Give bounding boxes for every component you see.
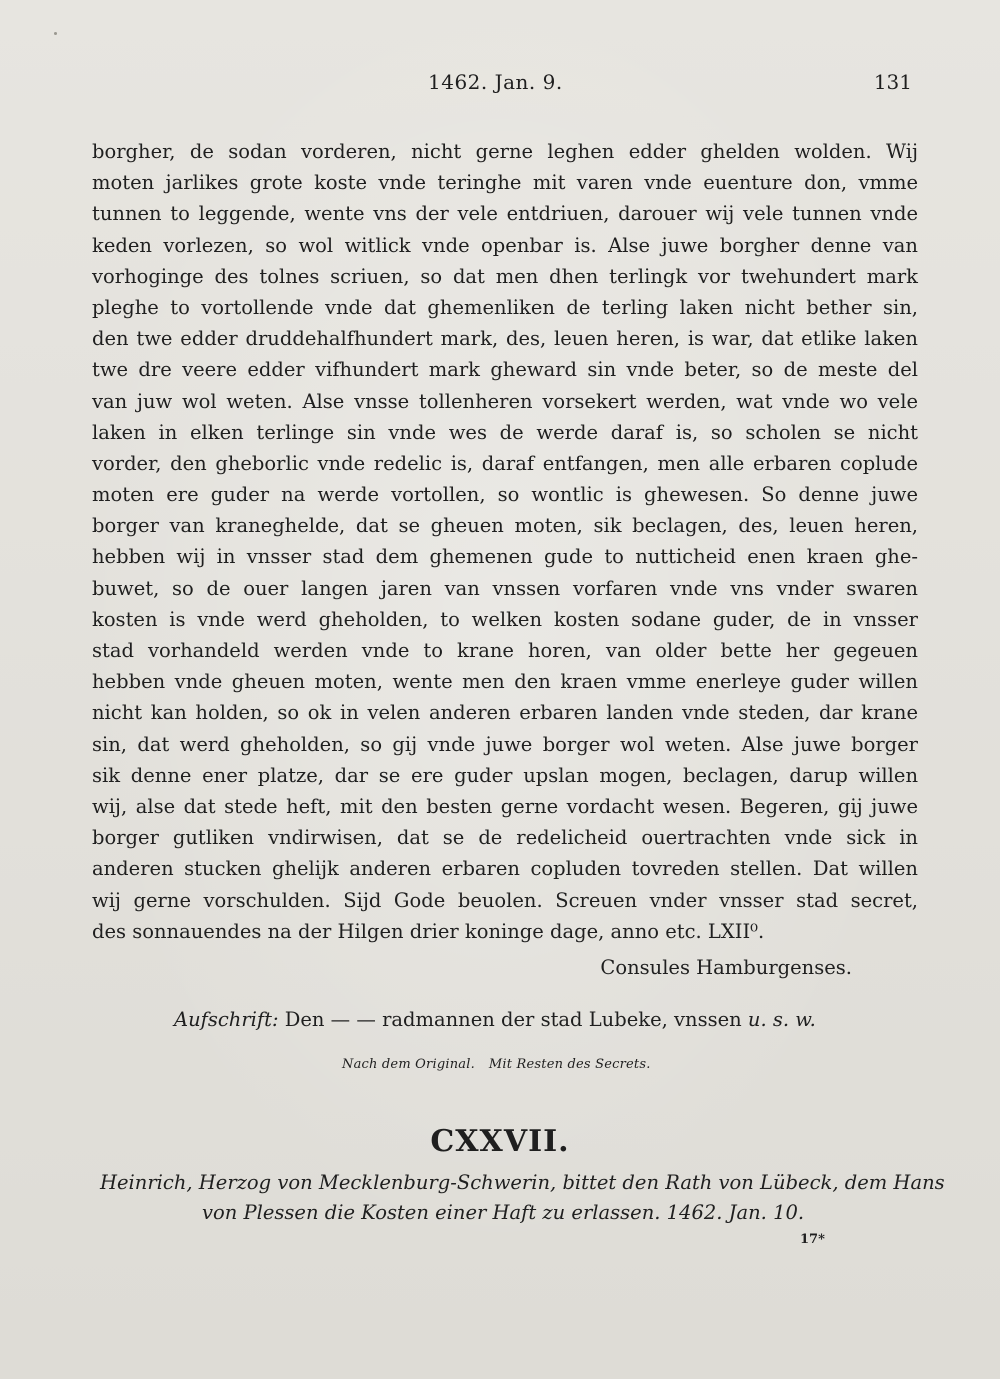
aufschrift-label: Aufschrift: (174, 1008, 279, 1031)
body-line: vorder, den gheborlic vnde redelic is, daraf entfangen, men alle erbaren coplude (92, 451, 918, 475)
document-number: CXXVII. (430, 1124, 570, 1159)
body-line: hebben wij in vnsser stad dem ghemenen gude to nutticheid enen kraen ghe- (92, 545, 918, 569)
body-line: vorhoginge des tolnes scriuen, so dat men dhen terlingk vor twehundert mark (92, 264, 918, 288)
body-line: wij, alse dat stede heft, mit den besten gerne vordacht wesen. Begeren, gij juwe (92, 794, 918, 818)
source-note (342, 1057, 651, 1072)
signature-consules: Consules Hamburgenses. (600, 956, 852, 979)
body-line: stad vorhandeld werden vnde to krane horen, van older bette her gegeuen (92, 639, 918, 662)
page-number: 131 (873, 70, 912, 94)
aufschrift-abbrev: u. s. w. (747, 1008, 816, 1031)
source-note-secret: Mit Resten des Secrets. (488, 1057, 651, 1072)
body-line: wij gerne vorschulden. Sijd Gode beuolen. Screuen vnder vnsser stad secret, (92, 888, 918, 912)
body-line: anderen stucken ghelijk anderen erbaren copluden tovreden stellen. Dat willen (92, 857, 918, 881)
body-line: pleghe to vortollende vnde dat ghemenliken de terling laken nicht bether sin, (92, 295, 918, 319)
letter-body (92, 136, 918, 947)
body-line: twe dre veere edder vifhundert mark gheward sin vnde beter, so de meste del (92, 358, 918, 382)
body-line: borgher, de sodan vorderen, nicht gerne leghen edder ghelden wolden. Wij (92, 140, 918, 163)
body-line: borger van kraneghelde, dat se gheuen moten, sik beclagen, des, leuen heren, (92, 514, 918, 538)
body-line: des sonnauendes na der Hilgen drier koninge dage, anno etc. LXII⁰. (92, 919, 765, 943)
aufschrift (174, 1008, 816, 1031)
body-line: tunnen to leggende, wente vns der vele entdriuen, darouer wij vele tunnen vnde (92, 202, 918, 226)
body-line: buwet, so de ouer langen jaren van vnssen vorfaren vnde vns vnder swaren (92, 576, 918, 600)
regest (100, 1168, 945, 1228)
body-line: den twe edder druddehalfhundert mark, des, leuen heren, is war, dat etlike laken (92, 327, 918, 351)
aufschrift-text: Den — — radmannen der stad Lubeke, vnssen (284, 1008, 742, 1031)
body-line: sik denne ener platze, dar se ere guder upslan mogen, beclagen, darup willen (92, 763, 918, 787)
body-line: moten jarlikes grote koste vnde teringhe mit varen vnde euenture don, vmme (92, 171, 918, 195)
body-line: laken in elken terlinge sin vnde wes de werde daraf is, so scholen se nicht (92, 420, 918, 444)
body-line: kosten is vnde werd gheholden, to welken kosten sodane guder, de in vnsser (92, 607, 918, 631)
body-line: borger gutliken vndirwisen, dat se de redelicheid ouertrachten vnde sick in (92, 826, 918, 850)
page-header (0, 70, 1000, 100)
regest-line: Heinrich, Herzog von Mecklenburg-Schwerin, bittet den Rath von Lübeck, dem Hans (100, 1171, 945, 1194)
body-line: hebben vnde gheuen moten, wente men den kraen vmme enerleye guder willen (92, 670, 918, 694)
body-line: keden vorlezen, so wol witlick vnde openbar is. Alse juwe borgher denne van (92, 233, 918, 257)
source-note-original: Nach dem Original. (342, 1057, 475, 1072)
paper-speck (54, 32, 57, 35)
printer-signature-mark: 17* (800, 1232, 825, 1247)
body-line: moten ere guder na werde vortollen, so wontlic is ghewesen. So denne juwe (92, 483, 918, 507)
running-head-date: 1462. Jan. 9. (428, 70, 563, 94)
body-line: van juw wol weten. Alse vnsse tollenheren vorsekert werden, wat vnde wo vele (92, 389, 918, 413)
body-line: nicht kan holden, so ok in velen anderen erbaren landen vnde steden, dar krane (92, 701, 918, 725)
body-line: sin, dat werd gheholden, so gij vnde juwe borger wol weten. Alse juwe borger (92, 732, 918, 756)
regest-line: von Plessen die Kosten einer Haft zu erlassen. 1462. Jan. 10. (202, 1201, 805, 1224)
